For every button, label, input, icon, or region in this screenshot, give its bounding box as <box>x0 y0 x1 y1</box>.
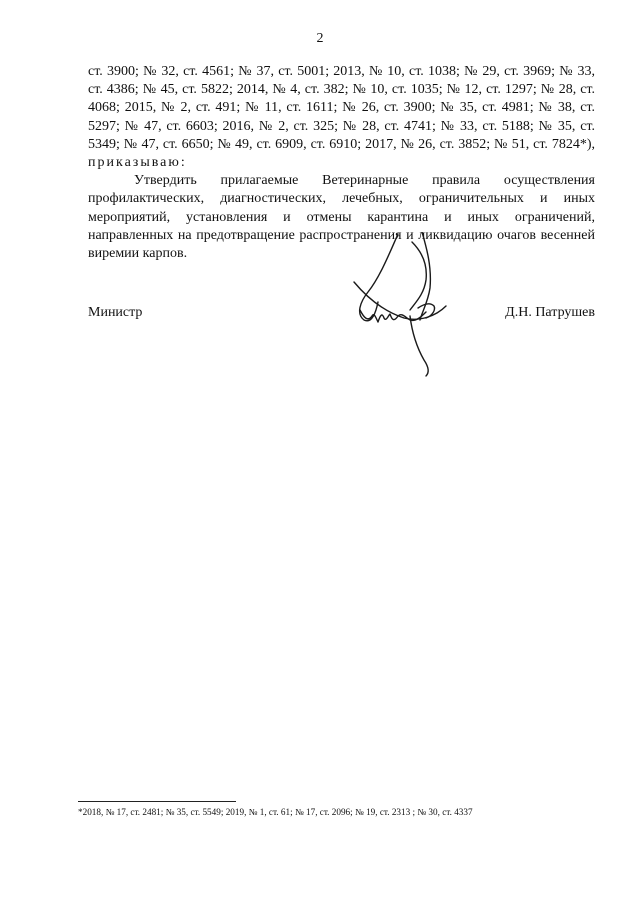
approval-paragraph: Утвердить прилагаемые Ветеринарные правила осуществления профилактических, диагностических, лечебных, ограничительных и иных мероприятий, установления и отмены карантина и иных ограничений, направленных на предотвращение распространения и ликвидацию очагов весенней виремии карпов. <box>88 173 595 262</box>
legal-references-paragraph <box>88 63 595 172</box>
minister-name: Д.Н. Патрушев <box>505 305 595 320</box>
order-word: приказываю: <box>88 155 187 171</box>
document-body <box>88 63 595 263</box>
footnote-divider <box>78 801 236 802</box>
handwritten-signature <box>350 232 460 377</box>
page-number: 2 <box>316 31 324 46</box>
legal-references-text: ст. 3900; № 32, ст. 4561; № 37, ст. 5001; 2013, № 10, ст. 1038; № 29, ст. 3969; № 33, ст. 4386; № 45, ст. 5822; 2014, № 4, ст. 382; № 10, ст. 1035; № 12, ст. 1297; № 28, ст. 4068; 2015, № 2, ст. 491; № 11, ст. 1611; № 26, ст. 3900; № 35, ст. 4981; № 38, ст. 5297; № 47, ст. 6603; 2016, № 2, ст. 325; № 28, ст. 4741; № 33, ст. 5188; № 35, ст. 5349; № 47, ст. 6650; № 49, ст. 6909, ст. 6910; 2017, № 26, ст. 3852; № 51, ст. 7824*), <box>88 64 595 152</box>
minister-title: Министр <box>88 305 143 320</box>
footnote: *2018, № 17, ст. 2481; № 35, ст. 5549; 2019, № 1, ст. 61; № 17, ст. 2096; № 19, ст. 2313 ; № 30, ст. 4337 <box>78 807 473 817</box>
